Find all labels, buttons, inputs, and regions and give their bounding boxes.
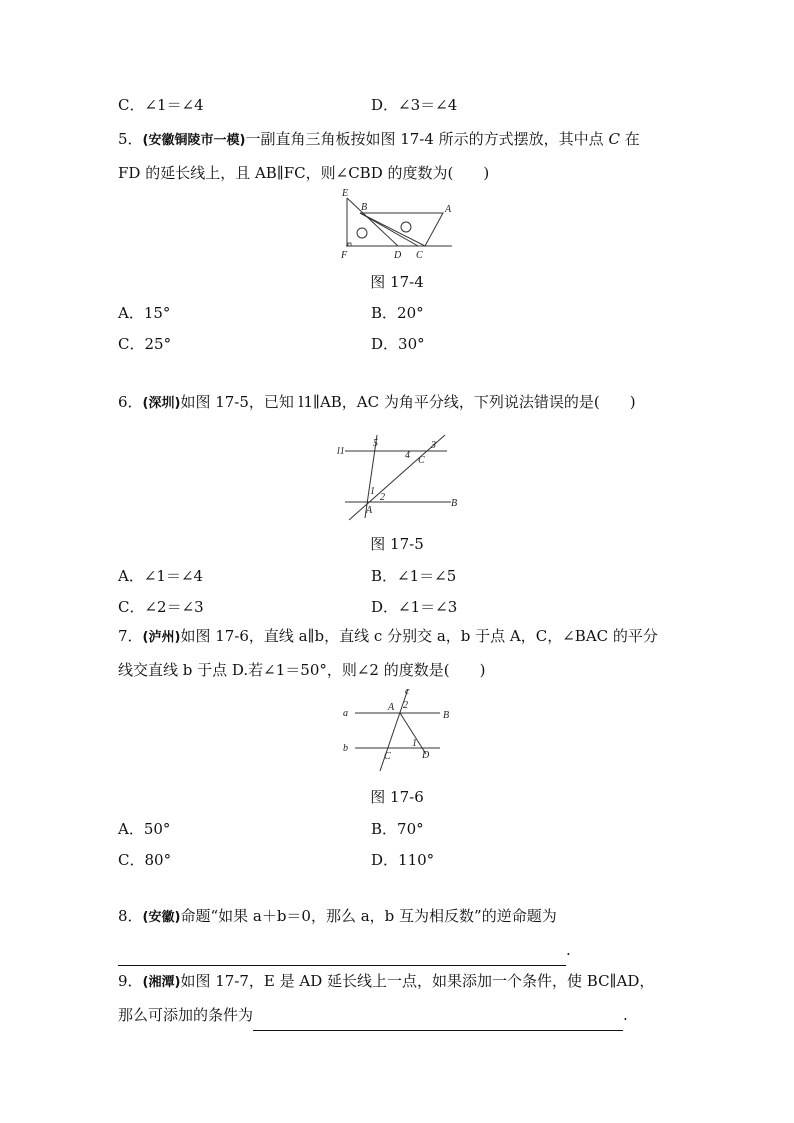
question-source: (安徽铜陵市一模)	[142, 133, 246, 148]
question-text: 一副直角三角板按如图 17-4 所示的方式摆放，其中点	[245, 130, 604, 148]
label-l1: l1	[337, 446, 345, 457]
label-b: b	[343, 743, 348, 754]
label-F: F	[341, 250, 348, 261]
question-text: 如图 17-7，E 是 AD 延长线上一点，如果添加一个条件，使 BC∥AD，	[180, 972, 655, 990]
q6-option-b: B．∠1＝∠5	[371, 567, 457, 585]
set-square-45	[347, 198, 398, 246]
question-5	[118, 123, 678, 189]
label-1: 1	[412, 738, 417, 749]
q7-option-d: D．110°	[371, 851, 435, 869]
option-d: D．∠3＝∠4	[371, 96, 458, 114]
label-B: B	[361, 202, 368, 213]
question-9-line1	[118, 965, 678, 999]
label-E: E	[342, 188, 349, 199]
question-9-line2	[118, 999, 678, 1031]
option-c: C．∠1＝∠4	[118, 96, 204, 114]
q5-option-b: B．20°	[371, 304, 424, 322]
question-source: (泸州)	[142, 630, 181, 645]
label-A: A	[388, 702, 395, 713]
hole-1	[357, 228, 367, 238]
figure-17-5	[335, 432, 465, 522]
label-A: A	[366, 505, 373, 516]
caption-17-6: 图 17-6	[370, 788, 424, 806]
label-2: 2	[403, 700, 408, 711]
q6-option-d: D．∠1＝∠3	[371, 598, 458, 616]
question-end: .	[623, 1006, 628, 1024]
question-number: 5．	[118, 130, 143, 148]
question-5-line1	[118, 123, 678, 157]
q6-option-c: C．∠2＝∠3	[118, 598, 204, 616]
question-source: (安徽)	[142, 910, 181, 925]
question-7-line2: 线交直线 b 于点 D.若∠1＝50°，则∠2 的度数是( )	[118, 661, 486, 679]
question-text: 命题“如果 a＋b＝0，那么 a，b 互为相反数”的逆命题为	[180, 907, 557, 925]
question-text: 如图 17-6，直线 a∥b，直线 c 分别交 a，b 于点 A，C，∠BAC 的平分	[180, 627, 658, 645]
hole-2	[401, 222, 411, 232]
q6-option-a: A．∠1＝∠4	[118, 567, 204, 585]
label-c: c	[405, 686, 410, 697]
question-source: (湘潭)	[142, 975, 181, 990]
label-5: 5	[373, 438, 378, 449]
label-A: A	[445, 204, 452, 215]
q7-option-a: A．50°	[118, 820, 171, 838]
question-number: 7．	[118, 627, 143, 645]
question-9	[118, 965, 678, 1031]
q7-option-c: C．80°	[118, 851, 172, 869]
caption-17-4: 图 17-4	[370, 273, 424, 291]
label-a: a	[343, 708, 348, 719]
label-2: 2	[380, 492, 385, 503]
question-number: 9．	[118, 972, 143, 990]
label-C: C	[384, 751, 391, 762]
question-number: 6．	[118, 393, 143, 411]
figure-17-6	[340, 686, 460, 778]
question-6	[118, 386, 678, 420]
question-8-line1	[118, 900, 678, 934]
label-B: B	[451, 498, 458, 509]
question-8-line2	[118, 934, 678, 966]
label-1: 1	[370, 486, 375, 497]
caption-17-5: 图 17-5	[370, 535, 424, 553]
question-5-line2: FD 的延长线上，且 AB∥FC，则∠CBD 的度数为( )	[118, 164, 490, 182]
question-number: 8．	[118, 907, 143, 925]
q5-option-a: A．15°	[118, 304, 171, 322]
point-var: C	[608, 130, 620, 148]
question-text: 那么可添加的条件为	[118, 1006, 254, 1024]
answer-blank[interactable]	[118, 947, 566, 966]
question-source: (深圳)	[142, 396, 181, 411]
label-C: C	[416, 250, 423, 261]
label-B: B	[443, 710, 450, 721]
line-bd	[360, 213, 418, 246]
question-end: .	[566, 941, 571, 959]
label-D: D	[422, 750, 430, 761]
question-7	[118, 620, 678, 686]
label-D: D	[394, 250, 402, 261]
question-text-end: 在	[624, 130, 640, 148]
question-8	[118, 900, 678, 966]
question-7-line1	[118, 620, 678, 654]
label-C: C	[418, 455, 425, 466]
question-text: 如图 17-5，已知 l1∥AB，AC 为角平分线，下列说法错误的是( )	[180, 393, 636, 411]
q5-option-d: D．30°	[371, 335, 425, 353]
q7-option-b: B．70°	[371, 820, 424, 838]
figure-17-4	[338, 188, 458, 264]
label-3: 3	[431, 440, 436, 451]
label-4: 4	[405, 450, 410, 461]
answer-blank[interactable]	[253, 1012, 623, 1031]
q5-option-c: C．25°	[118, 335, 172, 353]
